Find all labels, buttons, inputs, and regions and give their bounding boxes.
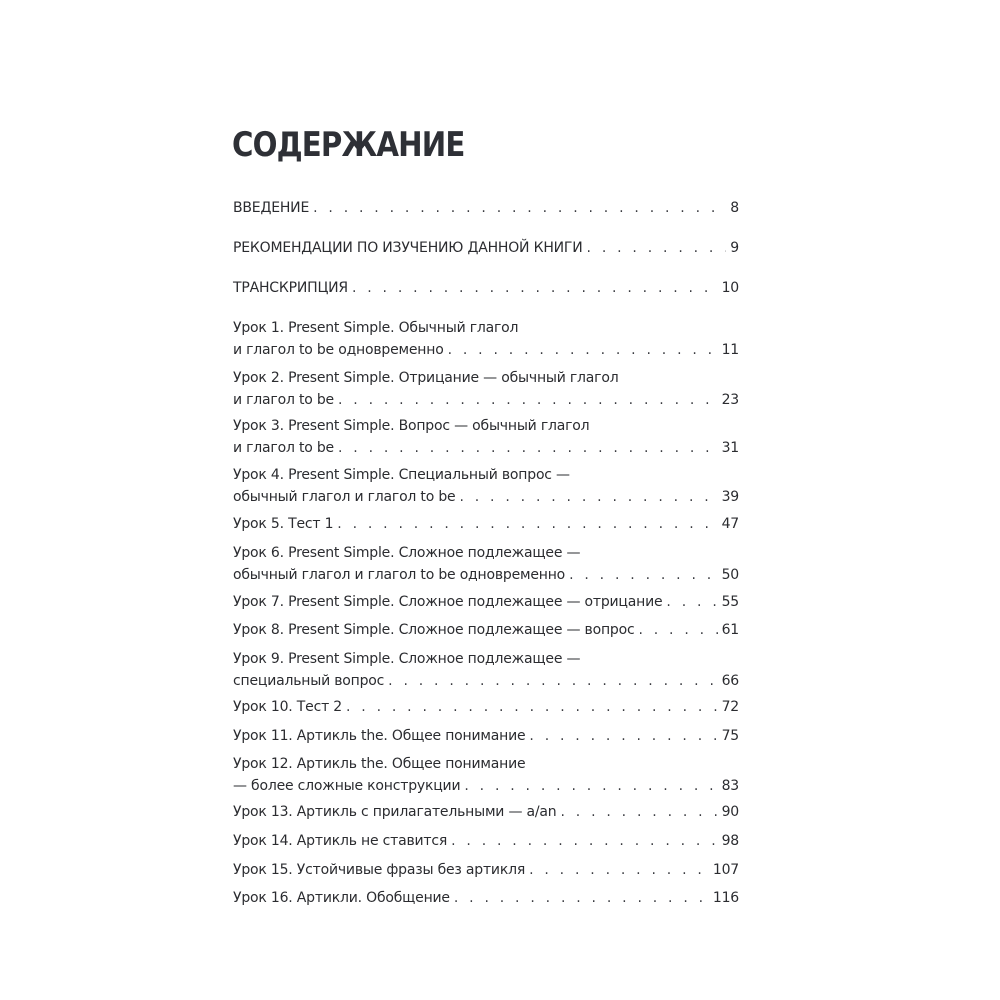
toc-entry[interactable] xyxy=(233,415,739,459)
toc-page-number: 98 xyxy=(721,833,739,849)
toc-entry[interactable] xyxy=(233,197,739,219)
dot-leader xyxy=(448,339,718,361)
toc-entry-title: Урок 8. Present Simple. Сложное подлежащее — вопрос xyxy=(233,622,635,638)
dot-leader xyxy=(451,830,717,852)
toc-entry-title: Урок 16. Артикли. Обобщение xyxy=(233,890,450,906)
dot-leader xyxy=(338,389,718,411)
toc-entry-title-continued: и глагол to be xyxy=(233,440,334,456)
toc-entry[interactable] xyxy=(233,696,739,718)
toc-entry[interactable] xyxy=(233,753,739,797)
toc-entry-title: Урок 5. Тест 1 xyxy=(233,516,334,532)
dot-leader xyxy=(464,775,717,797)
toc-entry-title-continued: обычный глагол и глагол to be xyxy=(233,489,456,505)
toc-entry-title: Урок 13. Артикль с прилагательными — a/an xyxy=(233,804,557,820)
toc-entry-title: Урок 14. Артикль не ставится xyxy=(233,833,448,849)
toc-page xyxy=(233,0,739,1000)
toc-page-number: 11 xyxy=(721,342,739,358)
toc-page-number: 107 xyxy=(712,862,739,878)
toc-page-number: 55 xyxy=(721,594,739,610)
toc-entry[interactable] xyxy=(233,591,739,613)
toc-entry-title: Урок 2. Present Simple. Отрицание — обычный глагол xyxy=(233,370,619,386)
dot-leader xyxy=(454,887,709,909)
toc-page-number: 83 xyxy=(721,778,739,794)
toc-page-number: 31 xyxy=(721,440,739,456)
toc-page-number: 47 xyxy=(721,516,739,532)
toc-entry-title: Урок 15. Устойчивые фразы без артикля xyxy=(233,862,526,878)
toc-entry[interactable] xyxy=(233,277,739,299)
dot-leader xyxy=(352,277,718,299)
toc-page-number: 39 xyxy=(721,489,739,505)
toc-entry-title-continued: обычный глагол и глагол to be одновременно xyxy=(233,567,566,583)
toc-entry[interactable] xyxy=(233,887,739,909)
toc-page-number: 23 xyxy=(721,392,739,408)
dot-leader xyxy=(338,437,718,459)
toc-entry[interactable] xyxy=(233,367,739,411)
dot-leader xyxy=(529,859,709,881)
toc-entry[interactable] xyxy=(233,648,739,692)
toc-page-number: 61 xyxy=(721,622,739,638)
toc-entry-title-continued: и глагол to be xyxy=(233,392,334,408)
toc-entry[interactable] xyxy=(233,801,739,823)
dot-leader xyxy=(638,619,717,641)
toc-page-number: 8 xyxy=(730,200,739,216)
toc-page-number: 10 xyxy=(721,280,739,296)
toc-page-number: 116 xyxy=(712,890,739,906)
dot-leader xyxy=(388,670,717,692)
toc-entry-title-continued: и глагол to be одновременно xyxy=(233,342,444,358)
toc-entry-title: Урок 11. Артикль the. Общее понимание xyxy=(233,728,526,744)
toc-entry[interactable] xyxy=(233,542,739,586)
dot-leader xyxy=(587,237,727,259)
toc-page-number: 75 xyxy=(721,728,739,744)
toc-page-number: 72 xyxy=(721,699,739,715)
toc-entry[interactable] xyxy=(233,830,739,852)
toc-entry-title: Урок 9. Present Simple. Сложное подлежащее — xyxy=(233,651,581,667)
toc-entry[interactable] xyxy=(233,619,739,641)
toc-page-number: 9 xyxy=(730,240,739,256)
dot-leader xyxy=(529,725,717,747)
toc-entry[interactable] xyxy=(233,725,739,747)
dot-leader xyxy=(459,486,717,508)
toc-entry[interactable] xyxy=(233,513,739,535)
toc-entry-title: РЕКОМЕНДАЦИИ ПО ИЗУЧЕНИЮ ДАННОЙ КНИГИ xyxy=(233,240,583,256)
toc-entry[interactable] xyxy=(233,237,739,259)
dot-leader xyxy=(313,197,726,219)
toc-entry-title-continued: — более сложные конструкции xyxy=(233,778,461,794)
toc-entry-title: ТРАНСКРИПЦИЯ xyxy=(233,280,348,296)
dot-leader xyxy=(569,564,718,586)
toc-page-number: 90 xyxy=(721,804,739,820)
toc-entry[interactable] xyxy=(233,317,739,361)
toc-entry[interactable] xyxy=(233,464,739,508)
toc-entry-title: Урок 3. Present Simple. Вопрос — обычный глагол xyxy=(233,418,590,434)
toc-entry-title: Урок 10. Тест 2 xyxy=(233,699,342,715)
toc-entry-title: Урок 12. Артикль the. Общее понимание xyxy=(233,756,526,772)
dot-leader xyxy=(346,696,718,718)
toc-entry-title: Урок 1. Present Simple. Обычный глагол xyxy=(233,320,519,336)
toc-entry[interactable] xyxy=(233,859,739,881)
toc-entry-title: Урок 6. Present Simple. Сложное подлежащее — xyxy=(233,545,581,561)
toc-entry-title: ВВЕДЕНИЕ xyxy=(233,200,310,216)
page-title: СОДЕРЖАНИЕ xyxy=(232,125,465,165)
dot-leader xyxy=(560,801,717,823)
toc-entry-title: Урок 4. Present Simple. Специальный вопрос — xyxy=(233,467,570,483)
toc-page-number: 50 xyxy=(721,567,739,583)
dot-leader xyxy=(666,591,717,613)
toc-entry-title-continued: специальный вопрос xyxy=(233,673,385,689)
toc-entry-title: Урок 7. Present Simple. Сложное подлежащее — отрицание xyxy=(233,594,663,610)
dot-leader xyxy=(337,513,717,535)
toc-page-number: 66 xyxy=(721,673,739,689)
